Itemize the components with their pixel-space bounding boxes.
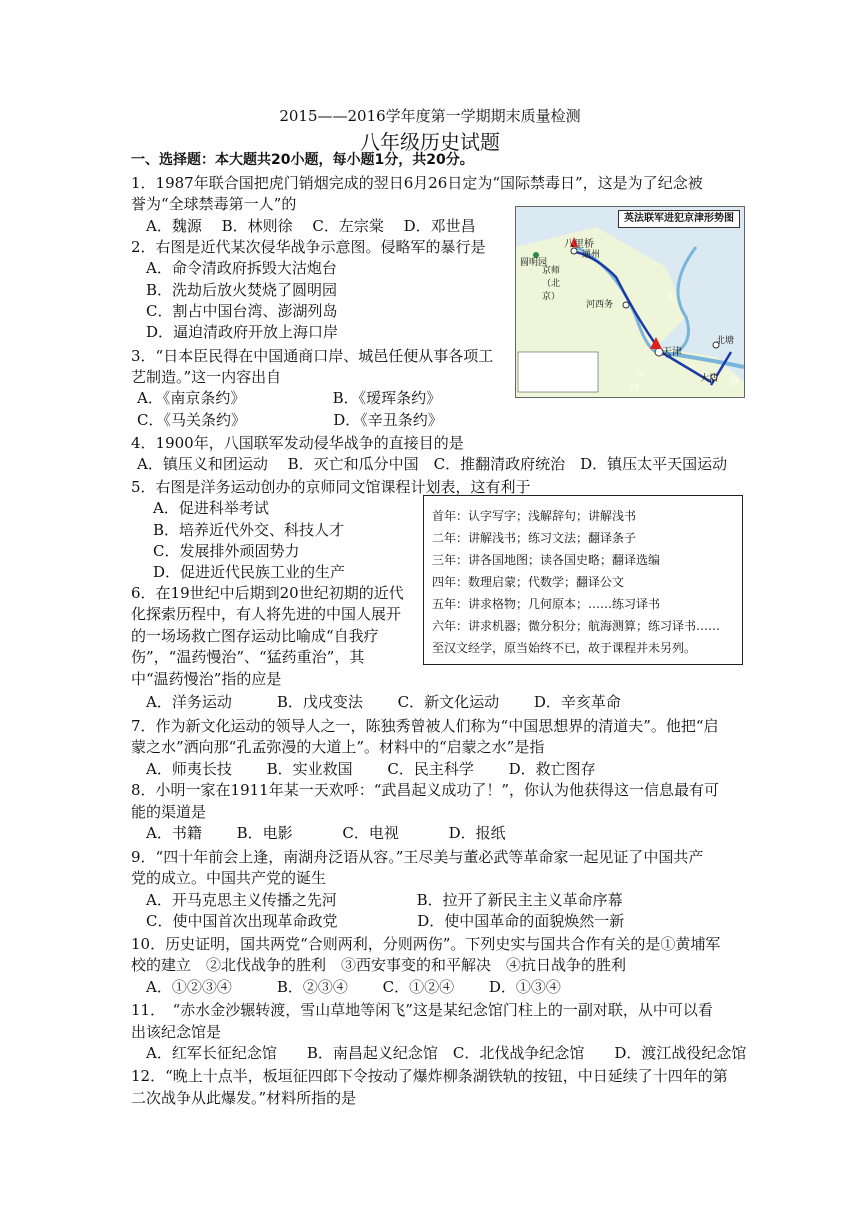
text-line: 5．右图是洋务运动创办的京师同文馆课程计划表，这有利于 bbox=[131, 478, 531, 496]
text-line: 校的建立 ②北伐战争的胜利 ③西安事变的和平解决 ④抗日战争的胜利 bbox=[131, 956, 627, 974]
text-line: 1．1987年联合国把虎门销烟完成的翌日6月26日定为“国际禁毒日”，这是为了纪念被 bbox=[131, 174, 703, 192]
text-line: 中“温药慢治”指的应是 bbox=[131, 670, 282, 688]
text-line: C．割占中国台湾、澎湖列岛 bbox=[146, 302, 338, 320]
exam-header: 2015——2016学年度第一学期期末质量检测 bbox=[279, 107, 581, 125]
text-line: A．开马克思主义传播之先河 B．拉开了新民主主义革命序幕 bbox=[146, 891, 623, 909]
text-line: D．逼迫清政府开放上海口岸 bbox=[146, 323, 339, 341]
text-line: 11． “赤水金沙辗转渡，雪山草地等闲飞”这是某纪念馆门柱上的一副对联，从中可以看 bbox=[131, 1001, 713, 1019]
text-line: 誉为“全球禁毒第一人”的 bbox=[131, 195, 297, 213]
text-line: 8．小明一家在1911年某一天欢呼：“武昌起义成功了！”，你认为他获得这一信息最有可 bbox=[131, 781, 720, 799]
text-line: 党的成立。中国共产党的诞生 bbox=[131, 869, 327, 887]
text-line: A．镇压义和团运动 B．灭亡和瓜分中国 C．推翻清政府统治 D．镇压太平天国运动 bbox=[137, 455, 728, 473]
curriculum-table bbox=[423, 495, 743, 665]
text-line: A．魏源 B．林则徐 C．左宗棠 D．邓世昌 bbox=[146, 217, 476, 235]
text-line: A．命令清政府拆毁大沽炮台 bbox=[146, 259, 337, 277]
text-line: 3．“日本臣民得在中国通商口岸、城邑任便从事各项工 bbox=[131, 347, 494, 365]
table-row: 首年：认字写字；浅解辞句；讲解浅书 bbox=[432, 509, 637, 523]
table-row: 三年：讲各国地图；读各国史略；翻译选编 bbox=[432, 553, 661, 567]
text-line: 出该纪念馆是 bbox=[131, 1023, 222, 1041]
text-line: 能的渠道是 bbox=[131, 803, 207, 821]
table-row: 至汉文经学，原当始终不已，故于课程并未另列。 bbox=[432, 641, 697, 655]
table-row: 六年：讲求机器；微分积分；航海测算；练习译书…… bbox=[432, 619, 721, 633]
text-line: A．《南京条约》 B．《瑷珲条约》 bbox=[137, 389, 442, 407]
text-line: A．红军长征纪念馆 B．南昌起义纪念馆 C．北伐战争纪念馆 D．渡江战役纪念馆 bbox=[146, 1044, 747, 1062]
text-line: 4．1900年，八国联军发动侵华战争的直接目的是 bbox=[131, 434, 464, 452]
text-line: 的一场场救亡图存运动比喻成“自我疗 bbox=[131, 627, 379, 645]
text-line: 二次战争从此爆发。”材料所指的是 bbox=[131, 1089, 357, 1107]
map-title: 英法联军进犯京津形势图 bbox=[618, 210, 740, 228]
text-line: 12．“晚上十点半，板垣征四郎下令按动了爆炸柳条湖铁轨的按钮，中日延续了十四年的第 bbox=[131, 1067, 728, 1085]
text-line: 6．在19世纪中后期到20世纪初期的近代 bbox=[131, 584, 404, 602]
text-line: 艺制造。”这一内容出自 bbox=[131, 368, 282, 386]
text-line: C．发展排外顽固势力 bbox=[153, 542, 300, 560]
text-line: A．促进科举考试 bbox=[153, 499, 269, 517]
text-line: 2．右图是近代某次侵华战争示意图。侵略军的暴行是 bbox=[131, 238, 486, 256]
text-line: B．培养近代外交、科技人才 bbox=[153, 521, 345, 539]
text-line: C．使中国首次出现革命政党 D．使中国革命的面貌焕然一新 bbox=[146, 912, 625, 930]
map-drawing bbox=[516, 207, 744, 397]
text-line: B．洗劫后放火焚烧了圆明园 bbox=[146, 281, 338, 299]
text-line: 化探索历程中，有人将先进的中国人展开 bbox=[131, 605, 402, 623]
text-line: 10．历史证明，国共两党“合则两利，分则两伤”。下列史实与国共合作有关的是①黄埔军 bbox=[131, 935, 721, 953]
text-line: D．促进近代民族工业的生产 bbox=[153, 563, 346, 581]
text-line: A．洋务运动 B．戊戌变法 C．新文化运动 D．辛亥革命 bbox=[146, 693, 621, 711]
text-line: 伤”，“温药慢治”、“猛药重治”，其 bbox=[131, 648, 365, 666]
section-heading: 一、选择题：本大题共20小题，每小题1分，共20分。 bbox=[131, 152, 474, 168]
exam-title: 八年级历史试题 bbox=[360, 130, 500, 154]
text-line: A．书籍 B．电影 C．电视 D．报纸 bbox=[146, 824, 506, 842]
table-row: 二年：讲解浅书；练习文法；翻译条子 bbox=[432, 531, 637, 545]
table-row: 四年：数理启蒙；代数学；翻译公文 bbox=[432, 575, 625, 589]
table-row: 五年：讲求格物；几何原本；……练习译书 bbox=[432, 597, 661, 611]
text-line: 9．“四十年前会上逢，南湖舟泛语从容。”王尽美与董必武等革命家一起见证了中国共产 bbox=[131, 848, 704, 866]
text-line: C．《马关条约》 D．《辛丑条约》 bbox=[137, 411, 443, 429]
invasion-map: 英法联军进犯京津形势图 圆明园 八里桥 通州 京师（北京） 河西务 天津 北塘 大沽 北 运 河 渤 bbox=[515, 206, 745, 398]
text-line: A．师夷长技 B．实业救国 C．民主科学 D．救亡图存 bbox=[146, 760, 596, 778]
text-line: 7．作为新文化运动的领导人之一，陈独秀曾被人们称为“中国思想界的清道夫”。他把“启 bbox=[131, 717, 719, 735]
text-line: A．①②③④ B．②③④ C．①②④ D．①③④ bbox=[146, 978, 561, 996]
text-line: 蒙之水”洒向那“孔孟弥漫的大道上”。材料中的“启蒙之水”是指 bbox=[131, 738, 545, 756]
